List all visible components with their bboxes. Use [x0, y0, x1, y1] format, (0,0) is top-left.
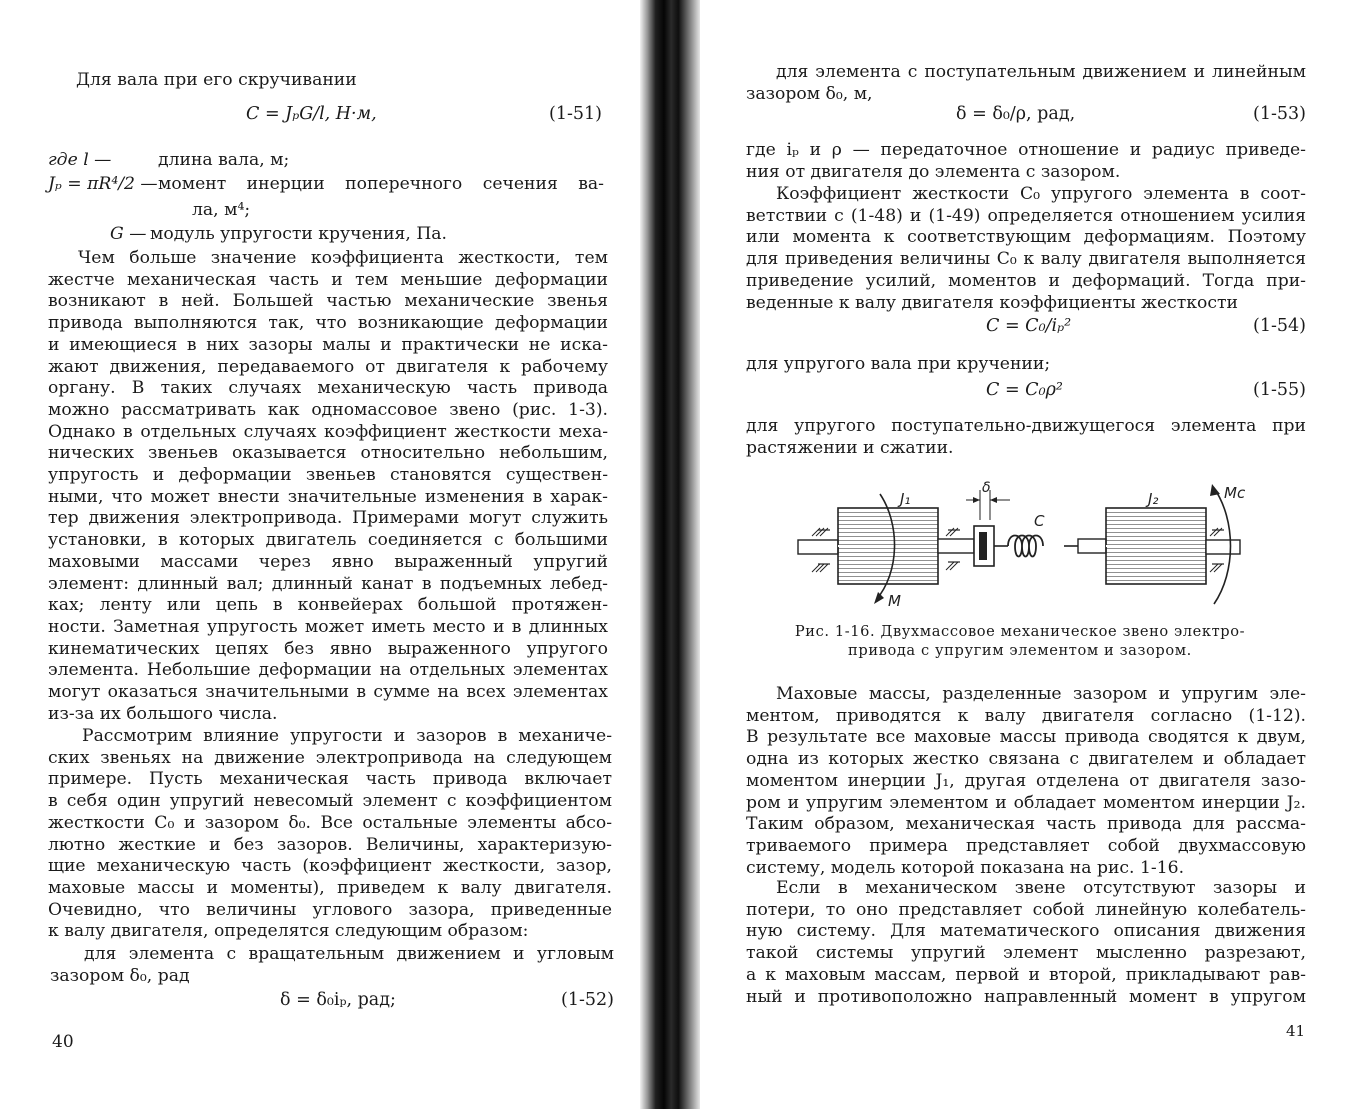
- label-mc: Mc: [1224, 484, 1246, 502]
- equation-1-52: [50, 990, 614, 1012]
- definition-term: G —: [110, 224, 147, 244]
- label-j2: J₂: [1148, 490, 1159, 508]
- book-gutter: [640, 0, 700, 1109]
- intro-line: Для вала при его скручивании: [76, 70, 357, 90]
- equation-1-51: [50, 104, 602, 126]
- definition-text: ла, м⁴;: [192, 200, 251, 220]
- paragraph-shaft: для упругого вала при кручении;: [746, 354, 1051, 374]
- label-delta: δ: [982, 480, 991, 496]
- definition-row: [48, 200, 604, 224]
- page-number-left: 40: [52, 1032, 74, 1052]
- paragraph-ratio: где iₚ и ρ — передаточное отношение и радиус приведе- ния от двигателя до элемента с зазором.: [746, 140, 1306, 182]
- definitions-list: [48, 150, 604, 246]
- equation-number: (1-52): [561, 990, 614, 1010]
- definition-row: [48, 224, 604, 246]
- paragraph-rotational: для элемента с вращательным движением и угловым зазором δ₀, рад: [50, 944, 614, 986]
- left-page: [0, 0, 640, 1109]
- equation-formula: δ = δ₀iₚ, рад;: [280, 990, 396, 1010]
- label-c: C: [1034, 512, 1045, 530]
- equation-formula: δ = δ₀/ρ, рад,: [956, 104, 1076, 124]
- label-j1: J₁: [900, 490, 911, 508]
- definition-term: где l —: [48, 150, 112, 170]
- paragraph-masses: Маховые массы, разделенные зазором и упругим эле- ментом, приводятся к валу двигателя согласно (1-12). В результате все маховые массы привода сводятся к двум, одна из которых жестко связана с двигателем и обладает моментом инерции J₁, другая отделена от двигателя зазо- ром и упругим элементом и обладает моментом инерции J₂. Таким образом, механическая часть привода для рассма- триваемого примера представляет собой двухмассовую систему, модель которой показана на рис. 1-16.: [746, 684, 1306, 878]
- equation-number: (1-54): [1253, 316, 1306, 336]
- equation-1-53: [746, 104, 1306, 126]
- two-mass-diagram: [796, 476, 1246, 616]
- paragraph-translational: для элемента с поступательным движением и линейным зазором δ₀, м,: [746, 62, 1306, 104]
- right-page: [700, 0, 1370, 1109]
- definition-row: [48, 150, 604, 174]
- figure-caption: Рис. 1-16. Двухмассовое механическое звено электро- привода с упругим элементом и зазором.: [794, 623, 1246, 659]
- paragraph-stiffness: Чем больше значение коэффициента жесткости, тем жестче механическая часть и тем меньшие деформации возникают в ней. Большей частью механические звенья привода выполняются так, что возникающие деформации и имеющиеся в них зазоры малы и практически не иска- жают движения, передаваемого от двигателя к рабочему органу. В таких случаях механическую часть привода можно рассматривать как одномассовое звено (рис. 1-3). Однако в отдельных случаях коэффициент жесткости меха- нических звеньев оказывается относительно небольшим, упругость и деформации звеньев становятся существен- ными, что может внести значительные изменения в харак- тер движения электропривода. Примерами могут служить установки, в которых двигатель соединяется с большими маховыми массами через явно выраженный упругий элемент: длинный вал; длинный канат в подъемных лебед- ках; ленту или цепь в конвейерах большой протяжен- ности. Заметная упругость может иметь место и в длинных кинематических цепях без явно выраженного упругого элемента. Небольшие деформации на отдельных элементах могут оказаться значительными в сумме на всех элементах из-за их большого числа.: [48, 248, 608, 724]
- equation-number: (1-55): [1253, 380, 1306, 400]
- equation-1-55: [746, 380, 1306, 402]
- definition-text: длина вала, м;: [158, 150, 290, 170]
- spring-element: [1008, 536, 1043, 557]
- paragraph-oscillation: Если в механическом звене отсутствуют зазоры и потери, то оно представляет собой линейную колебатель- ную систему. Для математического описания движения такой системы упругий элемент мысленно разрезают, а к маховым массам, первой и второй, прикладывают рав- ный и противоположно направленный момент в упругом: [746, 878, 1306, 1007]
- definition-term: Jₚ = πR⁴/2 —: [48, 174, 158, 194]
- label-m: M: [888, 592, 901, 610]
- equation-formula: C = C₀ρ²: [986, 380, 1063, 400]
- equation-number: (1-51): [549, 104, 602, 124]
- equation-1-54: [746, 316, 1306, 338]
- equation-formula: C = C₀/iₚ²: [986, 316, 1072, 336]
- paragraph-example: Рассмотрим влияние упругости и зазоров в механиче- ских звеньях на движение электропривода на следующем примере. Пусть механическая часть привода включает в себя один упругий невесомый элемент с коэффициентом жесткости C₀ и зазором δ₀. Все остальные элементы абсо- лютно жесткие и без зазоров. Величины, характеризую- щие механическую часть (коэффициент жесткости, зазор, маховые массы и моменты), приведем к валу двигателя. Очевидно, что величины углового зазора, приведенные к валу двигателя, определятся следующим образом:: [48, 726, 612, 942]
- definition-row: [48, 174, 604, 200]
- definition-text: момент инерции поперечного сечения ва-: [158, 174, 604, 194]
- equation-number: (1-53): [1253, 104, 1306, 124]
- paragraph-stiffness-coef: Коэффициент жесткости C₀ упругого элемента в соот- ветствии с (1-48) и (1-49) определяется отношением усилия или момента к соответствующим деформациям. Поэтому для приведения величины C₀ к валу двигателя выполняется приведение усилий, моментов и деформаций. Тогда при- веденные к валу двигателя коэффициенты жесткости: [746, 184, 1306, 313]
- figure-two-mass-model: [796, 476, 1246, 616]
- paragraph-tension: для упругого поступательно-движущегося элемента при растяжении и сжатии.: [746, 416, 1306, 458]
- equation-formula: C = JₚG/l, Н·м,: [246, 104, 377, 124]
- definition-term: [48, 200, 192, 224]
- definition-text: модуль упругости кручения, Па.: [150, 224, 448, 244]
- page-number-right: 41: [1286, 1022, 1306, 1040]
